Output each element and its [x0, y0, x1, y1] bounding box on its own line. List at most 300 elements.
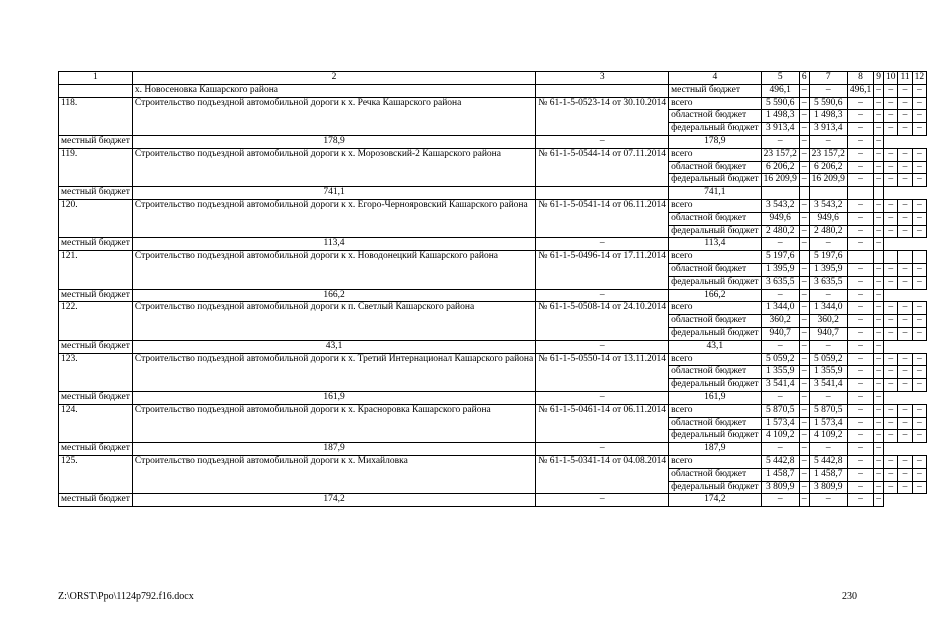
value-cell: –: [883, 481, 898, 494]
value-cell: 1 498,3: [809, 110, 847, 123]
budget-source-cell: федеральный бюджет: [669, 174, 761, 187]
value-cell: 1 573,4: [761, 417, 799, 430]
value-cell: –: [799, 353, 809, 366]
value-cell: 3 809,9: [809, 481, 847, 494]
value-cell: 1 344,0: [809, 302, 847, 315]
value-cell: 1 573,4: [809, 417, 847, 430]
value-cell: –: [874, 494, 884, 507]
value-cell: –: [847, 225, 873, 238]
value-cell: 5 590,6: [809, 97, 847, 110]
value-cell: [847, 187, 873, 200]
value-cell: –: [761, 340, 799, 353]
column-number-header: 2: [132, 72, 535, 85]
value-cell: –: [883, 110, 898, 123]
value-cell: –: [912, 417, 927, 430]
object-name-cell: Строительство подъездной автомобильной дороги к х. Речка Кашарского района: [132, 97, 535, 135]
value-cell: –: [912, 123, 927, 136]
value-cell: –: [874, 84, 884, 97]
value-cell: 5 197,6: [761, 251, 799, 264]
value-cell: –: [847, 238, 873, 251]
value-cell: 3 635,5: [761, 276, 799, 289]
value-cell: –: [799, 494, 809, 507]
value-cell: –: [912, 366, 927, 379]
table-row: [59, 391, 927, 404]
table-row: [59, 340, 927, 353]
value-cell: –: [912, 455, 927, 468]
value-cell: 16 209,9: [809, 174, 847, 187]
value-cell: –: [912, 161, 927, 174]
value-cell: –: [809, 84, 847, 97]
value-cell: –: [874, 225, 884, 238]
value-cell: –: [898, 97, 912, 110]
value-cell: –: [883, 404, 898, 417]
value-cell: –: [847, 340, 873, 353]
value-cell: –: [761, 238, 799, 251]
value-cell: 3 543,2: [761, 199, 799, 212]
value-cell: –: [898, 84, 912, 97]
table-row: [59, 443, 927, 456]
value-cell: –: [912, 263, 927, 276]
value-cell: –: [847, 263, 873, 276]
value-cell: –: [883, 455, 898, 468]
value-cell: –: [799, 289, 809, 302]
value-cell: 940,7: [809, 327, 847, 340]
entry-number-cell: 125.: [59, 455, 133, 493]
value-cell: –: [883, 366, 898, 379]
value-cell: [912, 251, 927, 264]
value-cell: –: [847, 123, 873, 136]
footer-page-number: 230: [842, 591, 857, 602]
value-cell: –: [912, 327, 927, 340]
value-cell: –: [536, 443, 669, 456]
value-cell: –: [847, 174, 873, 187]
value-cell: –: [912, 276, 927, 289]
column-number-header: 8: [847, 72, 873, 85]
value-cell: 113,4: [669, 238, 761, 251]
value-cell: 360,2: [761, 315, 799, 328]
value-cell: –: [874, 468, 884, 481]
column-number-header: 12: [912, 72, 927, 85]
value-cell: –: [799, 97, 809, 110]
value-cell: –: [883, 468, 898, 481]
value-cell: –: [799, 225, 809, 238]
value-cell: –: [883, 174, 898, 187]
budget-source-cell: местный бюджет: [669, 84, 761, 97]
value-cell: –: [874, 289, 884, 302]
object-name-cell: Строительство подъездной автомобильной дороги к х. Новодонецкий Кашарского района: [132, 251, 535, 289]
value-cell: –: [799, 455, 809, 468]
entry-number-cell: 120.: [59, 199, 133, 237]
document-cell: № 61-1-5-0550-14 от 13.11.2014: [536, 353, 669, 391]
value-cell: 5 197,6: [809, 251, 847, 264]
value-cell: [874, 187, 884, 200]
value-cell: –: [799, 174, 809, 187]
value-cell: 1 344,0: [761, 302, 799, 315]
value-cell: –: [847, 443, 873, 456]
footer-file-path: Z:\ORST\Ppo\1124p792.f16.docx: [58, 591, 194, 602]
value-cell: 949,6: [761, 212, 799, 225]
value-cell: –: [847, 148, 873, 161]
value-cell: –: [874, 263, 884, 276]
value-cell: –: [536, 494, 669, 507]
value-cell: 187,9: [132, 443, 535, 456]
value-cell: –: [536, 238, 669, 251]
value-cell: –: [883, 123, 898, 136]
value-cell: 1 458,7: [809, 468, 847, 481]
value-cell: –: [799, 468, 809, 481]
column-number-header: 1: [59, 72, 133, 85]
value-cell: 5 870,5: [809, 404, 847, 417]
value-cell: –: [761, 494, 799, 507]
value-cell: –: [847, 417, 873, 430]
table-row: [59, 494, 927, 507]
value-cell: –: [912, 353, 927, 366]
document-cell: [536, 84, 669, 97]
value-cell: 3 913,4: [809, 123, 847, 136]
value-cell: –: [809, 443, 847, 456]
table-row: [59, 97, 927, 110]
value-cell: –: [874, 135, 884, 148]
value-cell: 1 395,9: [761, 263, 799, 276]
value-cell: –: [847, 327, 873, 340]
budget-source-cell: областной бюджет: [669, 161, 761, 174]
budget-source-cell: областной бюджет: [669, 212, 761, 225]
value-cell: 1 355,9: [761, 366, 799, 379]
value-cell: –: [898, 161, 912, 174]
budget-source-cell: областной бюджет: [669, 366, 761, 379]
value-cell: –: [847, 430, 873, 443]
budget-source-cell: всего: [669, 148, 761, 161]
value-cell: –: [898, 110, 912, 123]
value-cell: –: [799, 135, 809, 148]
value-cell: –: [874, 110, 884, 123]
value-cell: 1 395,9: [809, 263, 847, 276]
value-cell: –: [898, 404, 912, 417]
budget-source-cell: областной бюджет: [669, 110, 761, 123]
value-cell: –: [883, 199, 898, 212]
value-cell: –: [874, 430, 884, 443]
table-row: [59, 302, 927, 315]
value-cell: –: [874, 238, 884, 251]
value-cell: –: [874, 340, 884, 353]
value-cell: –: [912, 199, 927, 212]
value-cell: –: [809, 289, 847, 302]
value-cell: [536, 187, 669, 200]
entry-number-cell: [59, 84, 133, 97]
value-cell: –: [898, 276, 912, 289]
value-cell: [761, 187, 799, 200]
budget-source-cell: областной бюджет: [669, 468, 761, 481]
value-cell: –: [847, 97, 873, 110]
object-name-cell: Строительство подъездной автомобильной дороги к х. Красноровка Кашарского района: [132, 404, 535, 442]
value-cell: 1 458,7: [761, 468, 799, 481]
object-name-cell: Строительство подъездной автомобильной дороги к х. Михайловка: [132, 455, 535, 493]
continuation-row: [59, 84, 927, 97]
value-cell: 6 206,2: [761, 161, 799, 174]
value-cell: –: [799, 391, 809, 404]
value-cell: –: [874, 379, 884, 392]
table-row: [59, 289, 927, 302]
table-row: [59, 251, 927, 264]
column-number-header: 7: [809, 72, 847, 85]
value-cell: –: [898, 302, 912, 315]
value-cell: 174,2: [669, 494, 761, 507]
value-cell: –: [912, 225, 927, 238]
value-cell: –: [912, 174, 927, 187]
value-cell: –: [536, 135, 669, 148]
table-row: [59, 187, 927, 200]
value-cell: –: [874, 455, 884, 468]
value-cell: –: [536, 289, 669, 302]
value-cell: 16 209,9: [761, 174, 799, 187]
value-cell: 741,1: [132, 187, 535, 200]
value-cell: –: [847, 199, 873, 212]
value-cell: –: [847, 276, 873, 289]
column-number-header: 10: [883, 72, 898, 85]
value-cell: 5 059,2: [809, 353, 847, 366]
value-cell: –: [847, 481, 873, 494]
value-cell: –: [799, 148, 809, 161]
budget-source-cell: всего: [669, 199, 761, 212]
value-cell: 178,9: [669, 135, 761, 148]
value-cell: –: [799, 161, 809, 174]
value-cell: –: [912, 404, 927, 417]
value-cell: –: [809, 340, 847, 353]
value-cell: –: [874, 212, 884, 225]
budget-source-cell: местный бюджет: [59, 135, 133, 148]
value-cell: –: [847, 494, 873, 507]
value-cell: 23 157,2: [809, 148, 847, 161]
value-cell: –: [883, 430, 898, 443]
value-cell: 5 442,8: [809, 455, 847, 468]
document-cell: № 61-1-5-0461-14 от 06.11.2014: [536, 404, 669, 442]
budget-source-cell: федеральный бюджет: [669, 379, 761, 392]
value-cell: 1 355,9: [809, 366, 847, 379]
entry-number-cell: 118.: [59, 97, 133, 135]
table-row: [59, 353, 927, 366]
value-cell: 2 480,2: [809, 225, 847, 238]
value-cell: –: [898, 123, 912, 136]
value-cell: –: [799, 404, 809, 417]
value-cell: –: [874, 353, 884, 366]
value-cell: –: [847, 289, 873, 302]
value-cell: 3 809,9: [761, 481, 799, 494]
value-cell: –: [847, 468, 873, 481]
value-cell: 5 059,2: [761, 353, 799, 366]
document-cell: № 61-1-5-0541-14 от 06.11.2014: [536, 199, 669, 237]
column-number-header: 6: [799, 72, 809, 85]
value-cell: –: [799, 481, 809, 494]
value-cell: –: [898, 353, 912, 366]
value-cell: 5 442,8: [761, 455, 799, 468]
budget-source-cell: федеральный бюджет: [669, 276, 761, 289]
value-cell: –: [799, 366, 809, 379]
value-cell: –: [874, 443, 884, 456]
object-name-cell: х. Новосеновка Кашарского района: [132, 84, 535, 97]
value-cell: –: [874, 481, 884, 494]
value-cell: –: [536, 340, 669, 353]
value-cell: –: [799, 430, 809, 443]
value-cell: –: [898, 263, 912, 276]
object-name-cell: Строительство подъездной автомобильной дороги к х. Третий Интернационал Кашарского района: [132, 353, 535, 391]
value-cell: –: [912, 148, 927, 161]
value-cell: –: [898, 455, 912, 468]
value-cell: –: [799, 327, 809, 340]
value-cell: 1 498,3: [761, 110, 799, 123]
value-cell: –: [883, 276, 898, 289]
value-cell: –: [898, 225, 912, 238]
value-cell: –: [912, 84, 927, 97]
value-cell: 4 109,2: [761, 430, 799, 443]
value-cell: [874, 251, 884, 264]
value-cell: –: [847, 135, 873, 148]
value-cell: 6 206,2: [809, 161, 847, 174]
value-cell: –: [883, 302, 898, 315]
value-cell: [809, 187, 847, 200]
value-cell: 174,2: [132, 494, 535, 507]
value-cell: –: [536, 391, 669, 404]
value-cell: 496,1: [847, 84, 873, 97]
value-cell: –: [799, 302, 809, 315]
value-cell: –: [874, 404, 884, 417]
value-cell: –: [883, 97, 898, 110]
value-cell: [799, 187, 809, 200]
column-number-header: 9: [874, 72, 884, 85]
budget-source-cell: всего: [669, 353, 761, 366]
value-cell: –: [883, 161, 898, 174]
value-cell: 43,1: [132, 340, 535, 353]
value-cell: –: [898, 315, 912, 328]
value-cell: –: [809, 391, 847, 404]
value-cell: –: [874, 391, 884, 404]
value-cell: –: [847, 315, 873, 328]
value-cell: –: [874, 302, 884, 315]
value-cell: –: [847, 161, 873, 174]
table-row: [59, 148, 927, 161]
value-cell: –: [799, 84, 809, 97]
value-cell: –: [912, 481, 927, 494]
value-cell: –: [799, 212, 809, 225]
budget-source-cell: местный бюджет: [59, 494, 133, 507]
value-cell: –: [883, 353, 898, 366]
value-cell: –: [898, 327, 912, 340]
value-cell: –: [847, 353, 873, 366]
entry-number-cell: 123.: [59, 353, 133, 391]
budget-source-cell: областной бюджет: [669, 315, 761, 328]
budget-source-cell: местный бюджет: [59, 443, 133, 456]
value-cell: 3 543,2: [809, 199, 847, 212]
value-cell: –: [799, 276, 809, 289]
value-cell: 166,2: [132, 289, 535, 302]
entry-number-cell: 124.: [59, 404, 133, 442]
value-cell: 5 590,6: [761, 97, 799, 110]
value-cell: –: [799, 417, 809, 430]
budget-source-cell: всего: [669, 97, 761, 110]
value-cell: –: [874, 417, 884, 430]
value-cell: 3 913,4: [761, 123, 799, 136]
value-cell: 2 480,2: [761, 225, 799, 238]
value-cell: –: [898, 366, 912, 379]
value-cell: 741,1: [669, 187, 761, 200]
value-cell: –: [912, 379, 927, 392]
entry-number-cell: 121.: [59, 251, 133, 289]
value-cell: –: [847, 404, 873, 417]
table-row: [59, 238, 927, 251]
value-cell: –: [847, 110, 873, 123]
value-cell: –: [874, 315, 884, 328]
value-cell: –: [898, 468, 912, 481]
column-number-header: 11: [898, 72, 912, 85]
value-cell: –: [809, 135, 847, 148]
document-cell: № 61-1-5-0496-14 от 17.11.2014: [536, 251, 669, 289]
value-cell: –: [799, 340, 809, 353]
value-cell: –: [874, 123, 884, 136]
value-cell: –: [809, 238, 847, 251]
value-cell: –: [847, 366, 873, 379]
value-cell: –: [799, 199, 809, 212]
value-cell: –: [912, 302, 927, 315]
value-cell: 187,9: [669, 443, 761, 456]
value-cell: –: [883, 327, 898, 340]
header-row: [59, 72, 927, 85]
value-cell: –: [761, 135, 799, 148]
value-cell: 113,4: [132, 238, 535, 251]
budget-source-cell: всего: [669, 404, 761, 417]
value-cell: –: [847, 212, 873, 225]
budget-table: [58, 71, 927, 507]
value-cell: –: [874, 97, 884, 110]
value-cell: –: [898, 481, 912, 494]
value-cell: –: [912, 212, 927, 225]
value-cell: –: [799, 110, 809, 123]
value-cell: –: [883, 417, 898, 430]
budget-source-cell: областной бюджет: [669, 417, 761, 430]
budget-source-cell: всего: [669, 251, 761, 264]
budget-source-cell: местный бюджет: [59, 289, 133, 302]
value-cell: –: [912, 97, 927, 110]
budget-source-cell: всего: [669, 302, 761, 315]
value-cell: –: [912, 468, 927, 481]
value-cell: –: [874, 174, 884, 187]
value-cell: 949,6: [809, 212, 847, 225]
column-number-header: 3: [536, 72, 669, 85]
value-cell: –: [883, 148, 898, 161]
value-cell: –: [874, 199, 884, 212]
value-cell: –: [912, 315, 927, 328]
budget-source-cell: местный бюджет: [59, 391, 133, 404]
value-cell: –: [874, 327, 884, 340]
value-cell: –: [799, 238, 809, 251]
document-cell: № 61-1-5-0523-14 от 30.10.2014: [536, 97, 669, 135]
value-cell: –: [883, 225, 898, 238]
value-cell: –: [898, 212, 912, 225]
value-cell: [883, 251, 898, 264]
value-cell: 161,9: [669, 391, 761, 404]
value-cell: –: [761, 443, 799, 456]
value-cell: –: [874, 276, 884, 289]
budget-source-cell: федеральный бюджет: [669, 123, 761, 136]
table-row: [59, 404, 927, 417]
object-name-cell: Строительство подъездной автомобильной дороги к х. Морозовский-2 Кашарского района: [132, 148, 535, 186]
value-cell: 5 870,5: [761, 404, 799, 417]
table-row: [59, 455, 927, 468]
document-cell: № 61-1-5-0341-14 от 04.08.2014: [536, 455, 669, 493]
table-row: [59, 199, 927, 212]
value-cell: –: [883, 212, 898, 225]
value-cell: –: [883, 379, 898, 392]
value-cell: –: [799, 443, 809, 456]
value-cell: –: [912, 110, 927, 123]
